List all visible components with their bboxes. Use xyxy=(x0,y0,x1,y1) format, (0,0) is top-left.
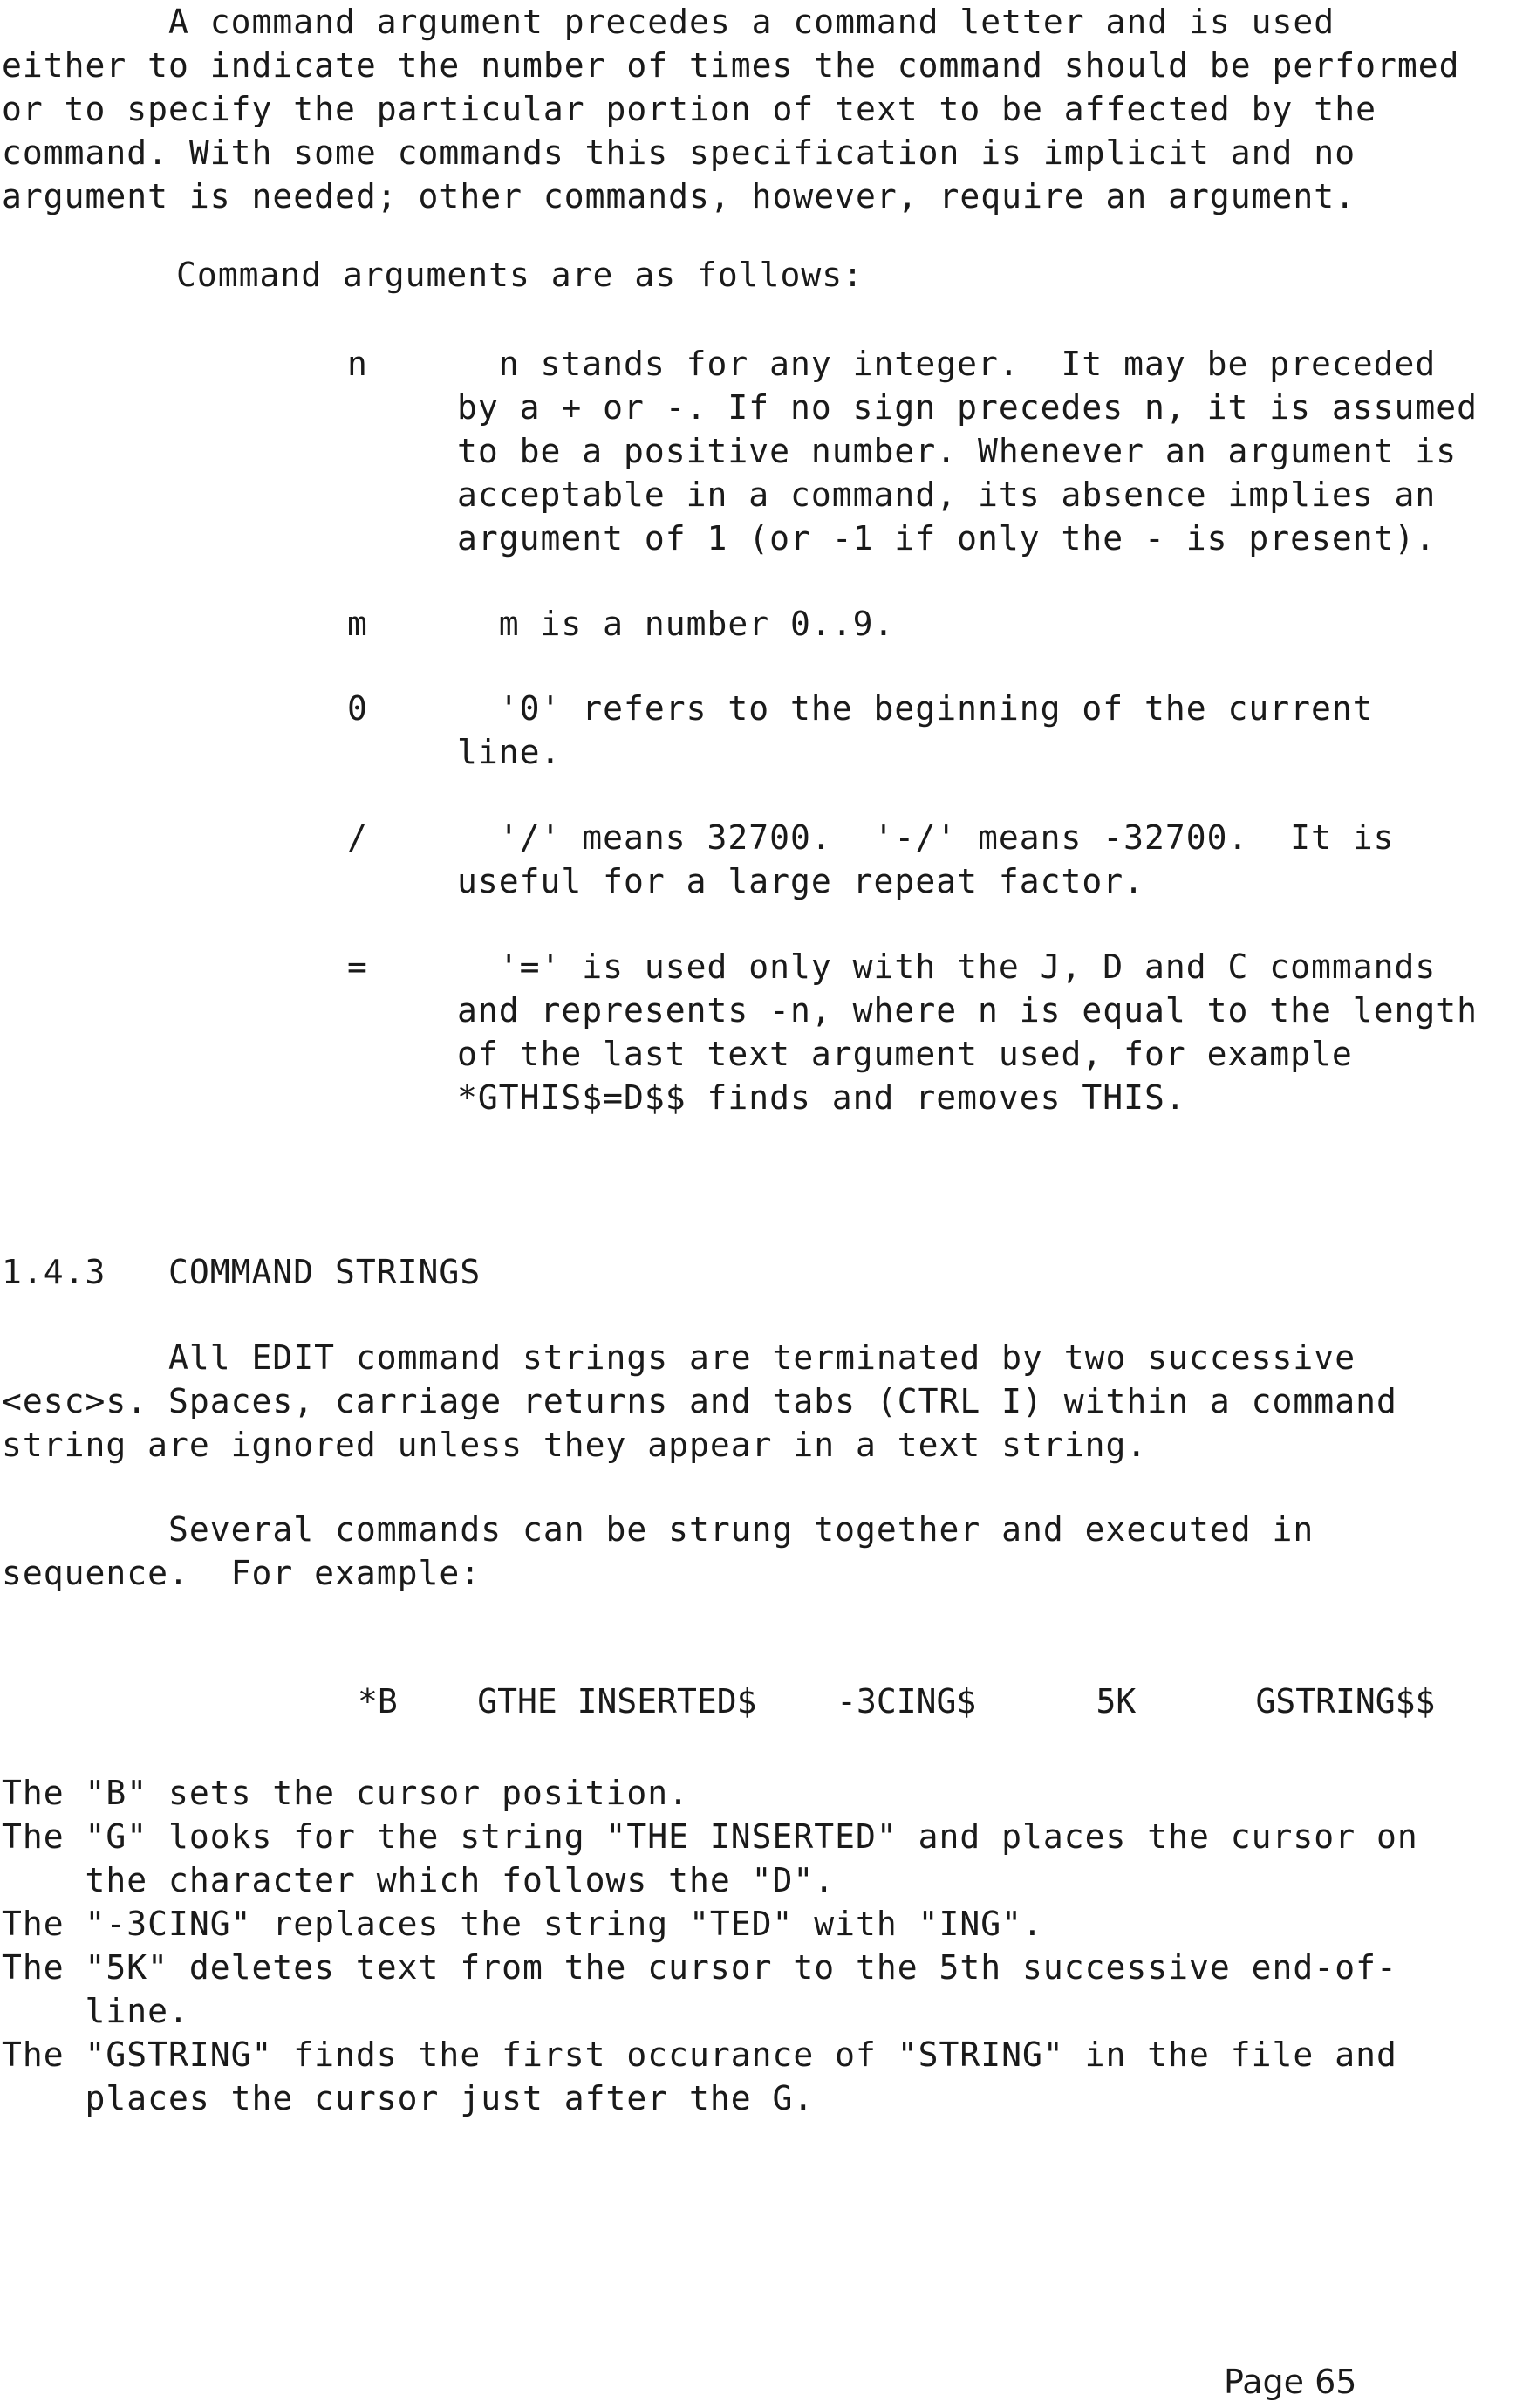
argument-term: n xyxy=(347,345,367,383)
argument-definition: of the last text argument used, for example xyxy=(457,1035,1353,1073)
section-paragraph-line: sequence. For example: xyxy=(2,1554,481,1592)
explanation-line: The "5K" deletes text from the cursor to the 5th successive end-of- xyxy=(2,1948,1397,1987)
section-paragraph-line: Several commands can be strung together and executed in xyxy=(2,1510,1315,1549)
argument-definition: to be a positive number. Whenever an argument is xyxy=(457,432,1458,470)
explanation-line: The "-3CING" replaces the string "TED" with "ING". xyxy=(2,1905,1043,1943)
argument-definition: m is a number 0..9. xyxy=(457,605,895,643)
section-paragraph-line: All EDIT command strings are terminated by two successive xyxy=(2,1338,1356,1377)
argument-term: m xyxy=(347,605,367,643)
intro-line: or to specify the particular portion of text to be affected by the xyxy=(2,90,1376,128)
argument-definition: n stands for any integer. It may be preceded xyxy=(457,345,1437,383)
explanation-line: the character which follows the "D". xyxy=(2,1861,836,1899)
explanation-line: line. xyxy=(2,1992,189,2030)
argument-term: = xyxy=(347,947,367,986)
intro-line: command. With some commands this specification is implicit and no xyxy=(2,133,1356,172)
page-number: Page 65 xyxy=(1224,2363,1357,2401)
section-heading: 1.4.3 COMMAND STRINGS xyxy=(2,1253,481,1291)
argument-definition: acceptable in a command, its absence implies an xyxy=(457,475,1437,514)
intro-line: argument is needed; other commands, however, require an argument. xyxy=(2,177,1356,215)
argument-definition: '/' means 32700. '-/' means -32700. It is xyxy=(457,818,1395,857)
explanation-line: The "G" looks for the string "THE INSERTED" and places the cursor on xyxy=(2,1817,1418,1856)
explanation-line: The "GSTRING" finds the first occurance of "STRING" in the file and xyxy=(2,2035,1397,2074)
argument-definition: '0' refers to the beginning of the current xyxy=(457,689,1374,728)
section-paragraph-line: string are ignored unless they appear in a text string. xyxy=(2,1426,1148,1464)
argument-definition: useful for a large repeat factor. xyxy=(457,862,1144,900)
explanation-line: places the cursor just after the G. xyxy=(2,2079,815,2117)
argument-term: / xyxy=(347,818,367,857)
example-command-string: *B GTHE INSERTED$ -3CING$ 5K GSTRING$$ xyxy=(358,1682,1436,1720)
intro-line: either to indicate the number of times the command should be performed xyxy=(2,46,1460,85)
argument-definition: *GTHIS$=D$$ finds and removes THIS. xyxy=(457,1078,1186,1117)
argument-definition: '=' is used only with the J, D and C commands xyxy=(457,947,1437,986)
argument-definition: argument of 1 (or -1 if only the - is present). xyxy=(457,519,1437,558)
explanation-line: The "B" sets the cursor position. xyxy=(2,1774,689,1812)
arguments-lead: Command arguments are as follows: xyxy=(176,256,864,294)
argument-definition: and represents -n, where n is equal to the length xyxy=(457,991,1478,1030)
intro-line: A command argument precedes a command letter and is used xyxy=(2,3,1335,41)
argument-term: 0 xyxy=(347,689,367,728)
section-paragraph-line: <esc>s. Spaces, carriage returns and tabs (CTRL I) within a command xyxy=(2,1382,1397,1420)
argument-definition: line. xyxy=(457,733,562,771)
argument-definition: by a + or -. If no sign precedes n, it is assumed xyxy=(457,388,1478,427)
